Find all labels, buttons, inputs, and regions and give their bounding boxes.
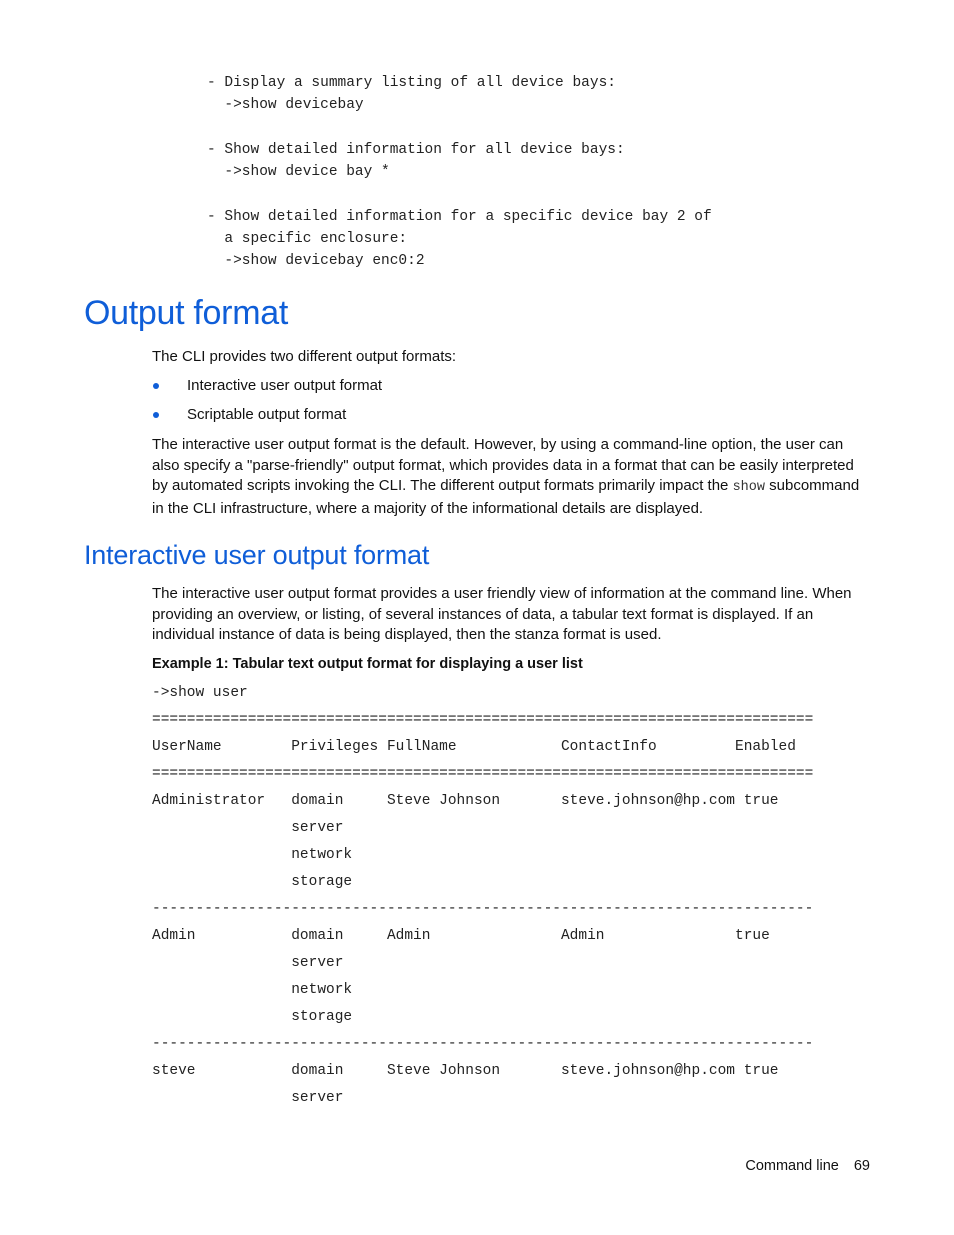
command-line: ->show user [152,685,248,701]
footer-section-title: Command line [745,1158,839,1174]
table-row: network [152,847,353,863]
table-row: Administrator domain Steve Johnson steve.johnson@hp.com true [152,793,779,809]
inline-code-show: show [732,480,765,495]
table-row: server [152,1090,344,1106]
code-line: ->show device bay * [207,164,390,180]
code-line: ->show devicebay enc0:2 [207,253,425,269]
code-line: a specific enclosure: [207,231,408,247]
table-header: UserName Privileges FullName ContactInfo Enabled [152,739,796,755]
paragraph-text: The interactive user output format is the default. However, by using a command-line option, the user can also specify a "parse-friendly" output format, which provides data in a format that can be easily interpreted by automated scripts invoking the CLI. The different output formats primarily impact the [152,436,854,494]
table-separator: ============================================================================ [152,766,814,782]
bullet-icon [153,383,159,389]
section-heading-output-format: Output format [84,294,288,332]
table-row: steve domain Steve Johnson steve.johnson@hp.com true [152,1063,779,1079]
example-output-block [152,680,813,1112]
table-row: server [152,820,344,836]
paragraph-text: subcommand in the CLI infrastructure, where a majority of the informational details are displayed. [152,477,860,517]
intro-paragraph: The CLI provides two different output formats: [152,348,457,365]
code-line: - Display a summary listing of all device bays: [207,75,616,91]
list-item-label: Interactive user output format [187,377,383,394]
table-separator: ============================================================================ [152,712,814,728]
interactive-output-paragraph: The interactive user output format provides a user friendly view of information at the command line. When providing an overview, or listing, of several instances of data, a tabular text format is displayed. If an individual instance of data is being displayed, then the stanza format is used. [152,585,852,643]
table-separator: ---------------------------------------------------------------------------- [152,1036,814,1052]
list-item-label: Scriptable output format [187,406,347,423]
page-number: 69 [853,1158,870,1174]
table-row: storage [152,874,353,890]
table-row: server [152,955,344,971]
section-heading-interactive-output: Interactive user output format [84,540,430,570]
table-row: storage [152,1009,353,1025]
code-line: - Show detailed information for all device bays: [207,142,625,158]
table-row: network [152,982,353,998]
code-block-examples [207,72,712,272]
output-format-paragraph [152,435,872,519]
table-row: Admin domain Admin Admin true [152,928,770,944]
code-line: - Show detailed information for a specific device bay 2 of [207,209,712,225]
example-caption: Example 1: Tabular text output format for displaying a user list [152,656,583,672]
code-line: ->show devicebay [207,97,364,113]
table-separator: ---------------------------------------------------------------------------- [152,901,814,917]
page-footer [745,1158,870,1174]
code-line [207,183,712,206]
bullet-icon [153,412,159,418]
code-line [207,116,712,139]
